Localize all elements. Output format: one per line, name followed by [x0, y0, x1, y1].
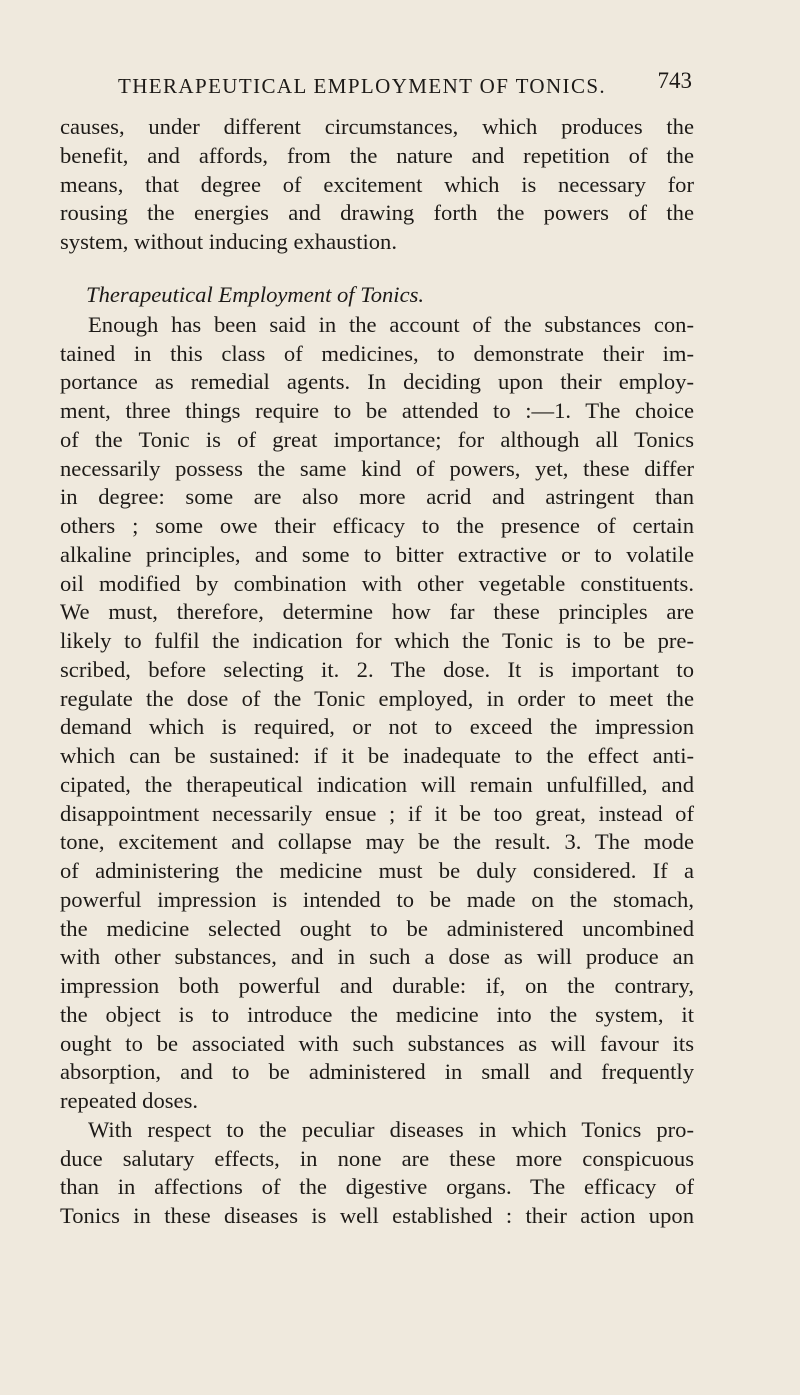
text-line: of administering the medicine must be duly considered. If a [60, 858, 694, 883]
text-line: absorption, and to be administered in small and frequently [60, 1059, 694, 1085]
body-text [60, 113, 694, 1231]
text-line: tained in this class of medicines, to demonstrate their im- [60, 340, 694, 366]
text-line: Enough has been said in the account of the substances con- [88, 311, 694, 337]
text-line: With respect to the peculiar diseases in which Tonics pro- [88, 1116, 694, 1142]
text-line: ought to be associated with such substances as will favour its [60, 1030, 694, 1056]
text-line: duce salutary effects, in none are these more conspicuous [60, 1145, 694, 1171]
intro-paragraph [60, 113, 694, 257]
text-line: rousing the energies and drawing forth the powers of the [60, 200, 694, 226]
text-line: necessarily possess the same kind of powers, yet, these differ [60, 455, 694, 481]
page-number: 743 [657, 68, 692, 93]
running-head [118, 68, 692, 104]
text-line: regulate the dose of the Tonic employed, in order to meet the [60, 685, 694, 711]
text-line: oil modified by combination with other vegetable constituents. [60, 570, 694, 596]
text-line: likely to fulfil the indication for which the Tonic is to be pre- [60, 628, 694, 653]
paragraph-digestive-organs [60, 1116, 694, 1231]
text-line: impression both powerful and durable: if, on the contrary, [60, 973, 694, 998]
text-line: repeated doses. [60, 1088, 199, 1113]
text-line: alkaline principles, and some to bitter extractive or to volatile [60, 541, 694, 567]
text-line: of the Tonic is of great importance; for although all Tonics [60, 426, 694, 452]
text-line: which can be sustained: if it be inadequate to the effect anti- [60, 743, 694, 768]
text-line: in degree: some are also more acrid and astringent than [60, 484, 694, 510]
text-line: demand which is required, or not to exceed the impression [60, 714, 694, 740]
text-line: portance as remedial agents. In deciding upon their employ- [60, 369, 694, 395]
text-line: the object is to introduce the medicine into the system, it [60, 1001, 694, 1027]
text-line: We must, therefore, determine how far these principles are [60, 599, 694, 625]
text-line: others ; some owe their efficacy to the presence of certain [60, 513, 694, 538]
text-line: benefit, and affords, from the nature and repetition of the [60, 142, 694, 168]
paragraph-choice-dose-mode [60, 311, 694, 1116]
text-line: with other substances, and in such a dose as will produce an [60, 944, 694, 970]
running-title: THERAPEUTICAL EMPLOYMENT OF TONICS. [118, 74, 607, 98]
text-line: means, that degree of excitement which is necessary for [60, 171, 694, 197]
section-heading: Therapeutical Employment of Tonics. [86, 281, 425, 307]
text-line: the medicine selected ought to be administered uncombined [60, 915, 694, 941]
text-line: causes, under different circumstances, which produces the [60, 114, 694, 139]
text-line: ment, three things require to be attended to :—1. The choice [60, 398, 694, 423]
text-line: disappointment necessarily ensue ; if it be too great, instead of [60, 800, 694, 826]
text-line: powerful impression is intended to be made on the stomach, [60, 886, 694, 912]
text-line: Tonics in these diseases is well established : their action upon [60, 1203, 694, 1228]
text-line: scribed, before selecting it. 2. The dose. It is important to [60, 656, 694, 682]
text-line: than in affections of the digestive organs. The efficacy of [60, 1174, 694, 1200]
text-line: system, without inducing exhaustion. [60, 229, 397, 254]
text-line: tone, excitement and collapse may be the result. 3. The mode [60, 829, 694, 855]
text-line: cipated, the therapeutical indication will remain unfulfilled, and [60, 771, 694, 797]
